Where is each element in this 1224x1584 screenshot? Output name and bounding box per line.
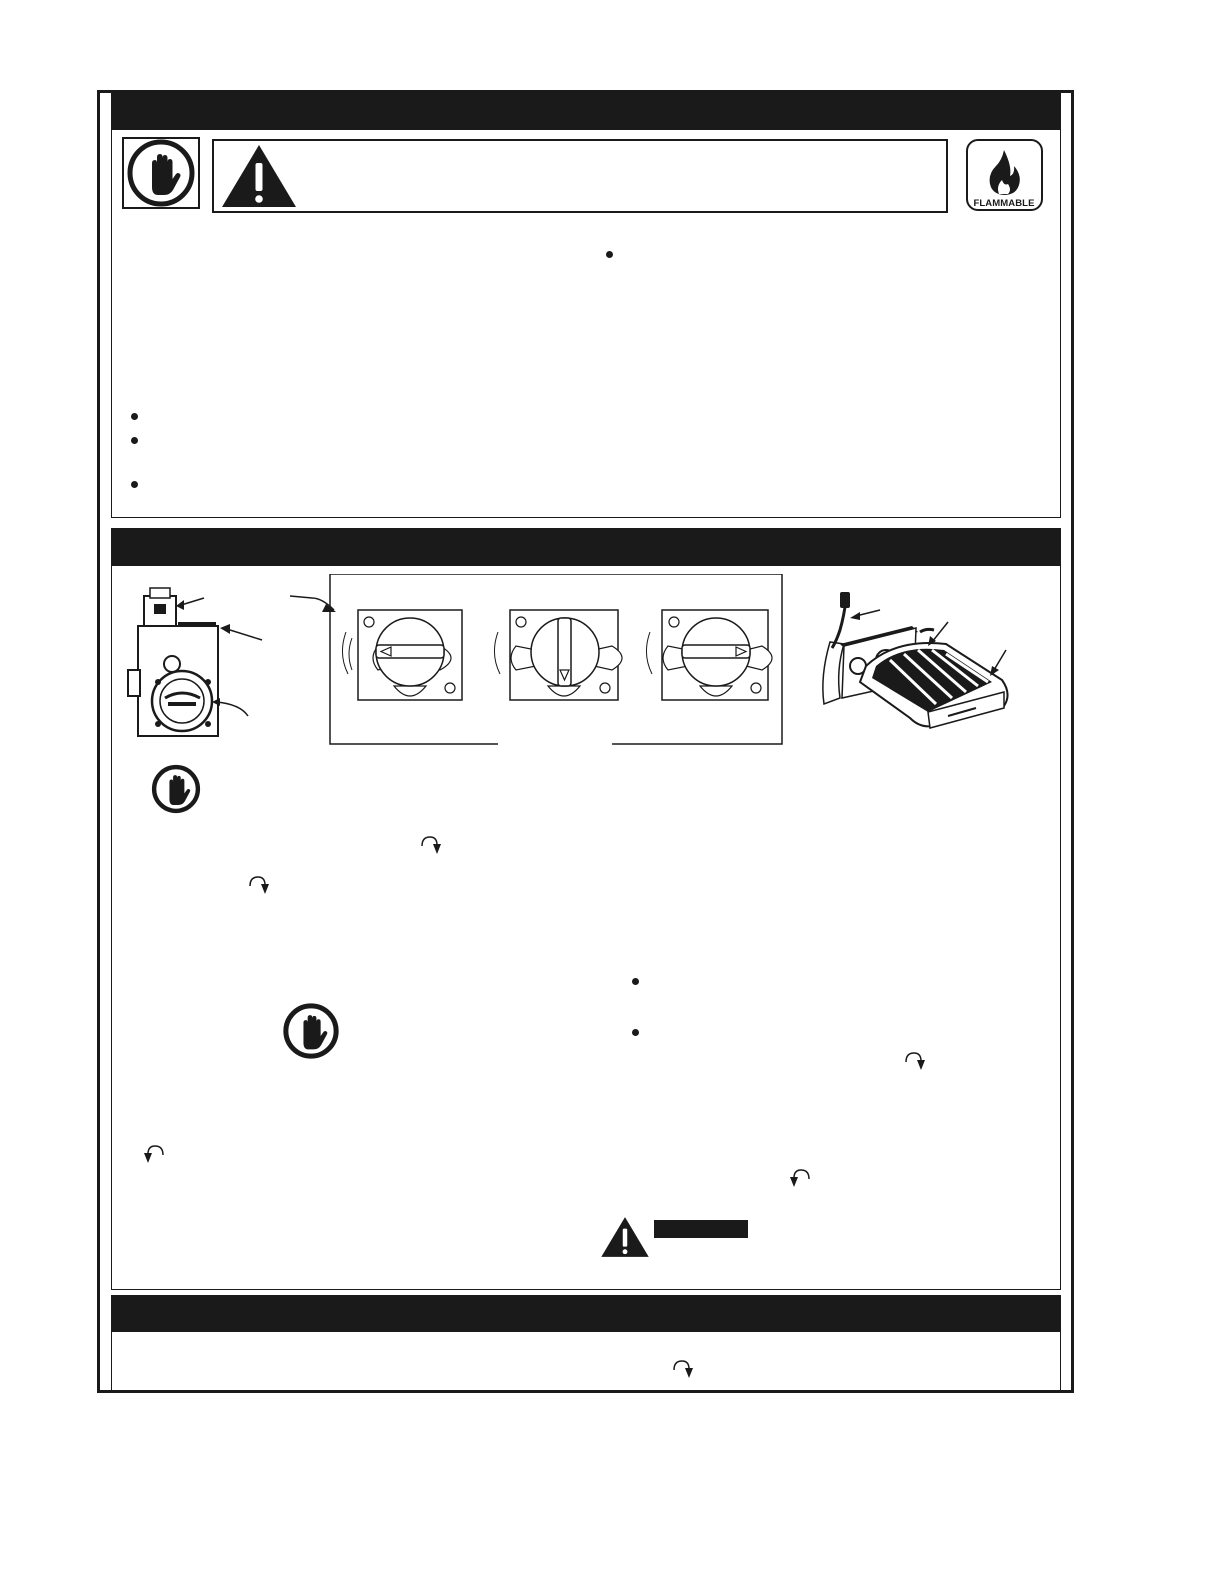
bullet bbox=[131, 481, 138, 488]
rotate-clockwise-icon bbox=[246, 874, 270, 896]
rotate-clockwise-icon bbox=[902, 1050, 926, 1072]
bullet bbox=[131, 413, 138, 420]
burner-assembly-illustration bbox=[816, 586, 1038, 734]
knob-off-position bbox=[342, 610, 462, 700]
bullet bbox=[606, 251, 613, 258]
stop-hand-icon bbox=[149, 763, 203, 815]
knob-on-position bbox=[646, 610, 772, 700]
signal-word-label bbox=[654, 1220, 748, 1238]
knob-pilot-position bbox=[494, 610, 622, 700]
stop-hand-icon bbox=[280, 1002, 342, 1060]
safety-section-header-bar bbox=[111, 92, 1061, 130]
shutdown-section-header-bar bbox=[111, 1295, 1061, 1332]
rotate-clockwise-icon bbox=[418, 834, 442, 856]
warning-banner bbox=[212, 139, 948, 213]
gas-control-valve-illustration bbox=[120, 578, 270, 740]
rotate-counterclockwise-icon bbox=[143, 1143, 167, 1165]
gas-knob-positions-illustration bbox=[290, 574, 784, 746]
rotate-clockwise-icon bbox=[670, 1358, 694, 1380]
flammable-label: FLAMMABLE bbox=[973, 198, 1035, 209]
warning-triangle-icon bbox=[600, 1214, 650, 1260]
bullet bbox=[131, 437, 138, 444]
bullet bbox=[632, 1029, 639, 1036]
rotate-counterclockwise-icon bbox=[789, 1167, 813, 1189]
flammable-flame-icon bbox=[982, 148, 1027, 198]
bullet bbox=[632, 978, 639, 985]
lighting-section-header-bar bbox=[111, 528, 1061, 566]
stop-hand-icon bbox=[124, 139, 198, 207]
warning-triangle-icon bbox=[220, 143, 298, 209]
